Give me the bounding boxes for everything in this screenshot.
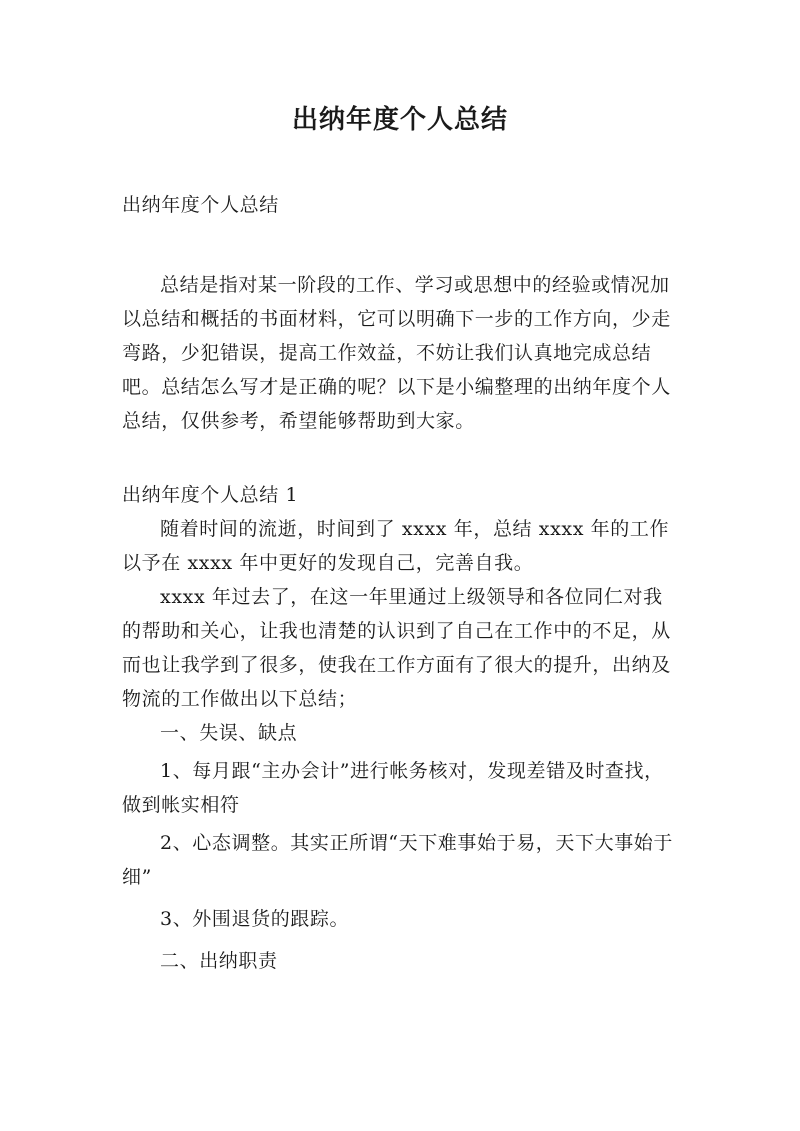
list-item: 2、心态调整。其实正所谓“天下难事始于易，天下大事始于细” — [122, 832, 674, 888]
list-heading: 一、失误、缺点 — [160, 722, 298, 744]
document-body — [122, 188, 682, 978]
document-title: 出纳年度个人总结 — [291, 105, 508, 135]
intro-paragraph: 总结是指对某一阶段的工作、学习或思想中的经验或情况加以总结和概括的书面材料，它可以明确下一步的工作方向，少走弯路，少犯错误，提高工作效益，不妨让我们认真地完成总结吧。总结怎么写才是正确的呢？以下是小编整理的出纳年度个人总结，仅供参考，希望能够帮助到大家。 — [122, 274, 671, 432]
section-heading: 出纳年度个人总结 1 — [122, 484, 299, 506]
list-item: 1、每月跟“主办会计”进行帐务核对，发现差错及时查找，做到帐实相符 — [122, 760, 664, 816]
spacer — [122, 222, 682, 268]
document-subtitle: 出纳年度个人总结 — [122, 194, 279, 216]
list-heading: 二、出纳职责 — [160, 950, 278, 972]
list-item: 3、外围退货的跟踪。 — [160, 908, 350, 930]
spacer — [122, 438, 682, 478]
body-paragraph: xxxx 年过去了，在这一年里通过上级领导和各位同仁对我的帮助和关心，让我也清楚的认识到了自己在工作中的不足，从而也让我学到了很多，使我在工作方面有了很大的提升，出纳及物流的工作做出以下总结； — [122, 586, 671, 710]
body-paragraph: 随着时间的流逝，时间到了 xxxx 年，总结 xxxx 年的工作以予在 xxxx 年中更好的发现自己，完善自我。 — [122, 518, 670, 574]
